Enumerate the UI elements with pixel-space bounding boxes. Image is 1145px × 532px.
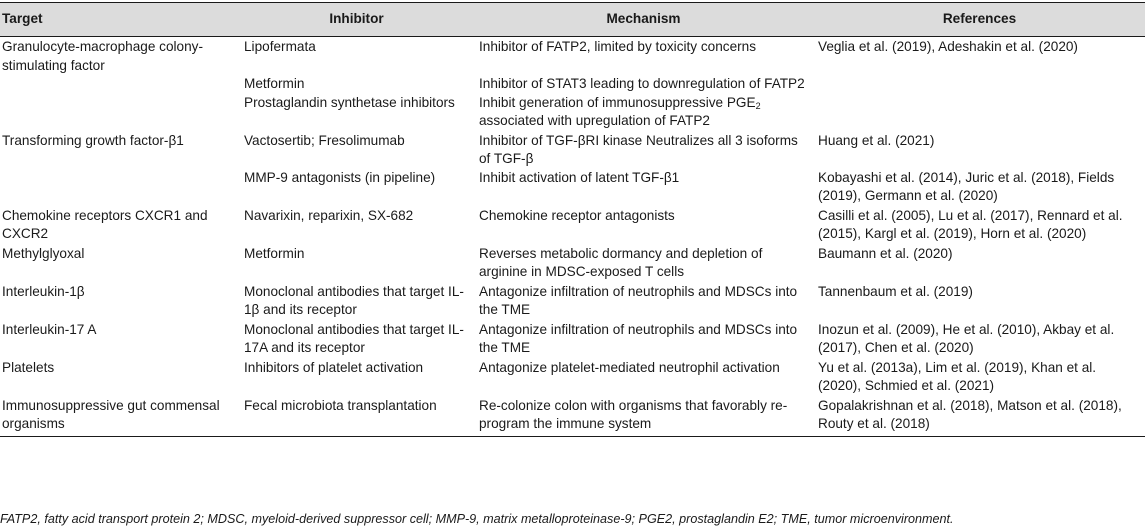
table-row <box>0 75 1145 94</box>
cell-target <box>0 169 238 206</box>
cell-references: Inozun et al. (2009), He et al. (2010), Akbay et al. (2017), Chen et al. (2020) <box>818 321 1115 355</box>
cell-mechanism: Antagonize platelet-mediated neutrophil activation <box>479 359 780 375</box>
cell-references: Kobayashi et al. (2014), Juric et al. (2018), Fields (2019), Germann et al. (2020) <box>818 169 1115 203</box>
subscript-2: 2 <box>755 100 761 111</box>
header-mechanism: Mechanism <box>473 3 812 37</box>
cell-target: Chemokine receptors CXCR1 and CXCR2 <box>2 207 208 241</box>
cell-mechanism: Inhibit activation of latent TGF-β1 <box>479 169 680 185</box>
table-row <box>0 282 1145 320</box>
table-footnote: FATP2, fatty acid transport protein 2; MDSC, myeloid-derived suppressor cell; MMP-9, matrix metalloproteinase-9; PGE2, prostaglandin E2; TME, tumor microenvironment. <box>0 512 954 526</box>
table-row <box>0 169 1145 206</box>
cell-mechanism: Inhibitor of FATP2, limited by toxicity concerns <box>479 39 757 54</box>
cell-inhibitor: Lipofermata <box>244 39 316 54</box>
cell-mechanism: Inhibitor of STAT3 leading to downregulation of FATP2 <box>479 76 805 91</box>
cell-target: Interleukin-1β <box>2 283 85 299</box>
cell-inhibitor: MMP-9 antagonists (in pipeline) <box>244 169 436 185</box>
cell-inhibitor: Fecal microbiota transplantation <box>238 396 473 437</box>
cell-mechanism: Antagonize infiltration of neutrophils and MDSCs into the TME <box>479 321 798 355</box>
cell-inhibitor: Navarixin, reparixin, SX-682 <box>244 207 414 223</box>
cell-target: Methylglyoxal <box>2 245 85 261</box>
header-target: Target <box>0 3 238 37</box>
cell-target: Transforming growth factor-β1 <box>2 132 184 148</box>
cell-mechanism: Re-colonize colon with organisms that favorably re-program the immune system <box>473 396 812 437</box>
mechanism-text-cont: associated with upregulation of FATP2 <box>479 113 710 128</box>
cell-references: Tannenbaum et al. (2019) <box>818 283 973 299</box>
table-row <box>0 131 1145 169</box>
table-row <box>0 358 1145 396</box>
cell-inhibitor: Inhibitors of platelet activation <box>244 359 424 375</box>
cell-references: Gopalakrishnan et al. (2018), Matson et al. (2018), Routy et al. (2018) <box>812 396 1145 437</box>
table-row <box>0 396 1145 437</box>
cell-references: Casilli et al. (2005), Lu et al. (2017), Rennard et al. (2015), Kargl et al. (2019), Horn et al. (2020) <box>818 207 1123 241</box>
cell-target: Granulocyte-macrophage colony-stimulating factor <box>2 39 203 73</box>
header-inhibitor: Inhibitor <box>238 3 473 37</box>
cell-inhibitor: Monoclonal antibodies that target IL-17A and its receptor <box>244 321 464 355</box>
cell-references: Baumann et al. (2020) <box>818 245 953 261</box>
cell-references <box>812 75 1145 94</box>
cell-mechanism: Inhibitor of TGF-βRI kinase Neutralizes all 3 isoforms of TGF-β <box>479 132 798 166</box>
cell-references: Huang et al. (2021) <box>818 132 935 148</box>
cell-inhibitor: Metformin <box>244 245 305 261</box>
table-row <box>0 320 1145 358</box>
table-header-row <box>0 3 1145 37</box>
cell-inhibitor: Metformin <box>244 76 305 91</box>
cell-inhibitor: Vactosertib; Fresolimumab <box>244 132 405 148</box>
cell-target: Immunosuppressive gut commensal organisms <box>0 396 238 437</box>
cell-mechanism: Antagonize infiltration of neutrophils and MDSCs into the TME <box>479 283 798 317</box>
cell-inhibitor: Monoclonal antibodies that target IL-1β and its receptor <box>244 283 464 317</box>
header-references: References <box>812 3 1145 37</box>
cell-target <box>0 75 238 94</box>
table-row <box>0 94 1145 131</box>
cell-mechanism <box>473 94 812 131</box>
inhibitor-table <box>0 2 1145 437</box>
table-row <box>0 206 1145 244</box>
cell-references: Veglia et al. (2019), Adeshakin et al. (2020) <box>818 39 1078 54</box>
cell-references <box>812 94 1145 131</box>
cell-references: Yu et al. (2013a), Lim et al. (2019), Khan et al. (2020), Schmied et al. (2021) <box>818 359 1097 393</box>
mechanism-text: Inhibit generation of immunosuppressive PGE <box>479 94 756 110</box>
cell-target <box>0 94 238 131</box>
cell-target: Interleukin-17 A <box>2 321 97 337</box>
table-row <box>0 244 1145 282</box>
cell-mechanism: Chemokine receptor antagonists <box>479 207 675 223</box>
cell-mechanism: Reverses metabolic dormancy and depletion of arginine in MDSC-exposed T cells <box>479 245 763 279</box>
table-row <box>0 37 1145 76</box>
cell-inhibitor: Prostaglandin synthetase inhibitors <box>244 94 455 110</box>
cell-target: Platelets <box>2 359 55 375</box>
